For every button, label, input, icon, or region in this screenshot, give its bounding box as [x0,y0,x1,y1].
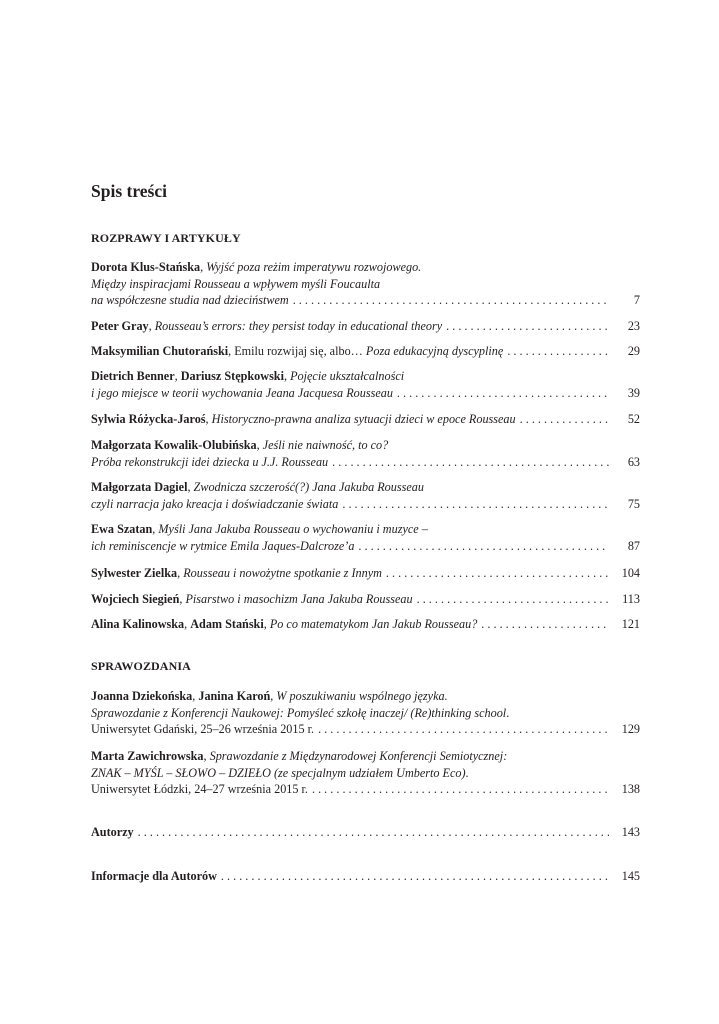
leader-dots [507,343,609,360]
entry-venue: Uniwersytet Łódzki, 24–27 września 2015 r. [91,782,308,796]
page-number: 145 [621,869,640,883]
entry-title: Po co matematykom Jan Jakub Rousseau? [269,617,478,631]
entry-author: Dariusz Stępkowski [180,369,284,383]
toc-entry[interactable]: Sylwester Zielka, Rousseau i nowożytne spotkanie z Innym . . . 104 [91,565,640,582]
entry-title: Zwodnicza szczerość(?) Jana Jakuba Rousseau [193,480,424,494]
leader-dots [397,385,609,402]
toc-entry[interactable]: Marta Zawichrowska, Sprawozdanie z Międzynarodowej Konferencji Semiotycznej: ZNAK – MYŚL – SŁOWO – DZIEŁO (ze specjalnym udziałem Umberto Eco). Uniwersytet Łódzki, 24–27 września 2015 r. . . . 138 [91,748,640,798]
leader-dots [312,781,609,798]
entry-title: Wyjść poza reżim imperatywu rozwojowego. [206,260,422,274]
leader-dots [481,616,609,633]
toc-entry[interactable]: Małgorzata Kowalik-Olubińska, Jeśli nie naiwność, to co? Próba rekonstrukcji idei dziecka u J.J. Rousseau . . . 63 [91,437,640,470]
leader-dots [332,454,609,471]
toc-entry[interactable]: Peter Gray, Rousseau’s errors: they persist today in educational theory . . . 23 [91,318,640,335]
entry-title: Sprawozdanie z Konferencji Naukowej: Pomyśleć szkołę inaczej/ (Re)thinking school [91,705,507,720]
entry-author: Peter Gray [91,319,149,333]
toc-entry[interactable]: Joanna Dziekońska, Janina Karoń, W poszukiwaniu wspólnego języka. Sprawozdanie z Konferencji Naukowej: Pomyśleć szkołę inaczej/ (Re)thinking school. Uniwersytet Gdański, 25–26 września 2015 r. . . . 129 [91,688,640,738]
leader-dots [342,496,609,513]
entry-title: Emilu rozwijaj się, albo… [234,344,363,358]
section-heading-reports: SPRAWOZDANIA [91,659,191,673]
entry-title: Myśli Jana Jakuba Rousseau o wychowaniu i muzyce – [158,522,428,536]
entry-title: ich reminiscencje w rytmice Emila Jaques-Dalcroze’a [91,538,355,553]
entry-author: Dietrich Benner [91,369,175,383]
entry-title: Rousseau i nowożytne spotkanie z Innym [183,566,382,580]
page-number: 75 [627,496,640,511]
page-number: 52 [627,412,640,426]
page-number: 29 [627,344,640,358]
page-number: 138 [621,782,640,796]
entry-author: Janina Karoń [198,689,271,703]
entry-label: Informacje dla Autorów [91,869,217,883]
page-number: 104 [621,566,640,580]
page-number: 143 [621,825,640,839]
page-number: 113 [622,592,640,606]
entry-title: ZNAK – MYŚL – SŁOWO – DZIEŁO (ze specjalnym udziałem Umberto Eco) [91,765,466,780]
entry-author: Alina Kalinowska [91,617,185,631]
page-number: 7 [633,293,640,307]
leader-dots [318,721,609,738]
page-number: 87 [627,538,640,553]
toc-entry-author-info[interactable] [91,868,640,885]
leader-dots [138,824,609,841]
toc-entry[interactable]: Ewa Szatan, Myśli Jana Jakuba Rousseau o wychowaniu i muzyce – ich reminiscencje w rytmice Emila Jaques-Dalcroze’a . . . 87 [91,521,640,554]
page-number: 23 [627,319,640,333]
toc-entry[interactable]: Dietrich Benner, Dariusz Stępkowski, Pojęcie ukształcalności i jego miejsce w teorii wychowania Jeana Jacquesa Rousseau . . . 39 [91,368,640,401]
entry-title: Między inspiracjami Rousseau a wpływem myśli Foucaulta [91,276,381,291]
toc-entry[interactable]: Sylwia Różycka-Jaroś, Historyczno-prawna analiza sytuacji dzieci w epoce Rousseau . . . 52 [91,411,640,428]
page-number: 121 [621,617,640,631]
entry-title: Jeśli nie naiwność, to co? [262,438,389,452]
toc-entry[interactable]: Alina Kalinowska, Adam Stański, Po co matematykom Jan Jakub Rousseau? . . . 121 [91,616,640,633]
table-of-contents [91,0,640,1024]
page-number: 129 [621,722,640,736]
entry-title: Rousseau’s errors: they persist today in educational theory [154,319,443,333]
entry-title: Pojęcie ukształcalności [290,369,405,383]
entry-author: Sylwester Zielka [91,566,178,580]
entry-author: Małgorzata Kowalik-Olubińska [91,438,257,452]
entry-author: Dorota Klus-Stańska [91,260,201,274]
entry-author: Adam Stański [190,617,264,631]
entry-label: Autorzy [91,825,134,839]
leader-dots [293,292,609,309]
entry-title: Pisarstwo i masochizm Jana Jakuba Rousseau [185,592,413,606]
toc-entry-authors[interactable] [91,824,640,841]
toc-entry[interactable]: Dorota Klus-Stańska, Wyjść poza reżim imperatywu rozwojowego. Między inspiracjami Rousseau a wpływem myśli Foucaulta na współczesne studia nad dzieciństwem . . . 7 [91,259,640,309]
page-title: Spis treści [91,181,167,201]
entry-title: Poza edukacyjną dyscyplinę [365,344,504,358]
entry-author: Marta Zawichrowska [91,749,204,763]
entry-title: Historyczno-prawna analiza sytuacji dzieci w epoce Rousseau [211,412,516,426]
entry-author: Małgorzata Dagiel [91,480,188,494]
entry-title: Sprawozdanie z Międzynarodowej Konferencji Semiotycznej: [209,749,508,763]
page-number: 39 [627,385,640,400]
entry-author: Maksymilian Chutorański [91,344,229,358]
leader-dots [358,538,609,555]
toc-entry[interactable]: Małgorzata Dagiel, Zwodnicza szczerość(?) Jana Jakuba Rousseau czyli narracja jako kreacja i doświadczanie świata . . . 75 [91,479,640,512]
leader-dots [446,318,609,335]
leader-dots [386,565,609,582]
entry-author: Wojciech Siegień [91,592,180,606]
leader-dots [520,411,609,428]
entry-author: Ewa Szatan [91,522,153,536]
entry-title: na współczesne studia nad dzieciństwem [91,293,289,307]
entry-author: Sylwia Różycka-Jaroś [91,412,206,426]
toc-entry[interactable]: Maksymilian Chutorański, Emilu rozwijaj się, albo… Poza edukacyjną dyscyplinę . . . 29 [91,343,640,360]
entry-title: i jego miejsce w teorii wychowania Jeana Jacquesa Rousseau [91,385,393,400]
entry-venue: Uniwersytet Gdański, 25–26 września 2015 r. [91,722,315,736]
leader-dots [417,591,609,608]
section-heading-articles: ROZPRAWY I ARTYKUŁY [91,231,241,245]
entry-title: W poszukiwaniu wspólnego języka. [276,689,448,703]
entry-title: Próba rekonstrukcji idei dziecka u J.J. Rousseau [91,454,329,469]
toc-entry[interactable]: Wojciech Siegień, Pisarstwo i masochizm Jana Jakuba Rousseau . . . 113 [91,591,640,608]
entry-author: Joanna Dziekońska [91,689,193,703]
leader-dots [221,868,609,885]
entry-title: czyli narracja jako kreacja i doświadczanie świata [91,496,339,511]
page-number: 63 [627,454,640,469]
